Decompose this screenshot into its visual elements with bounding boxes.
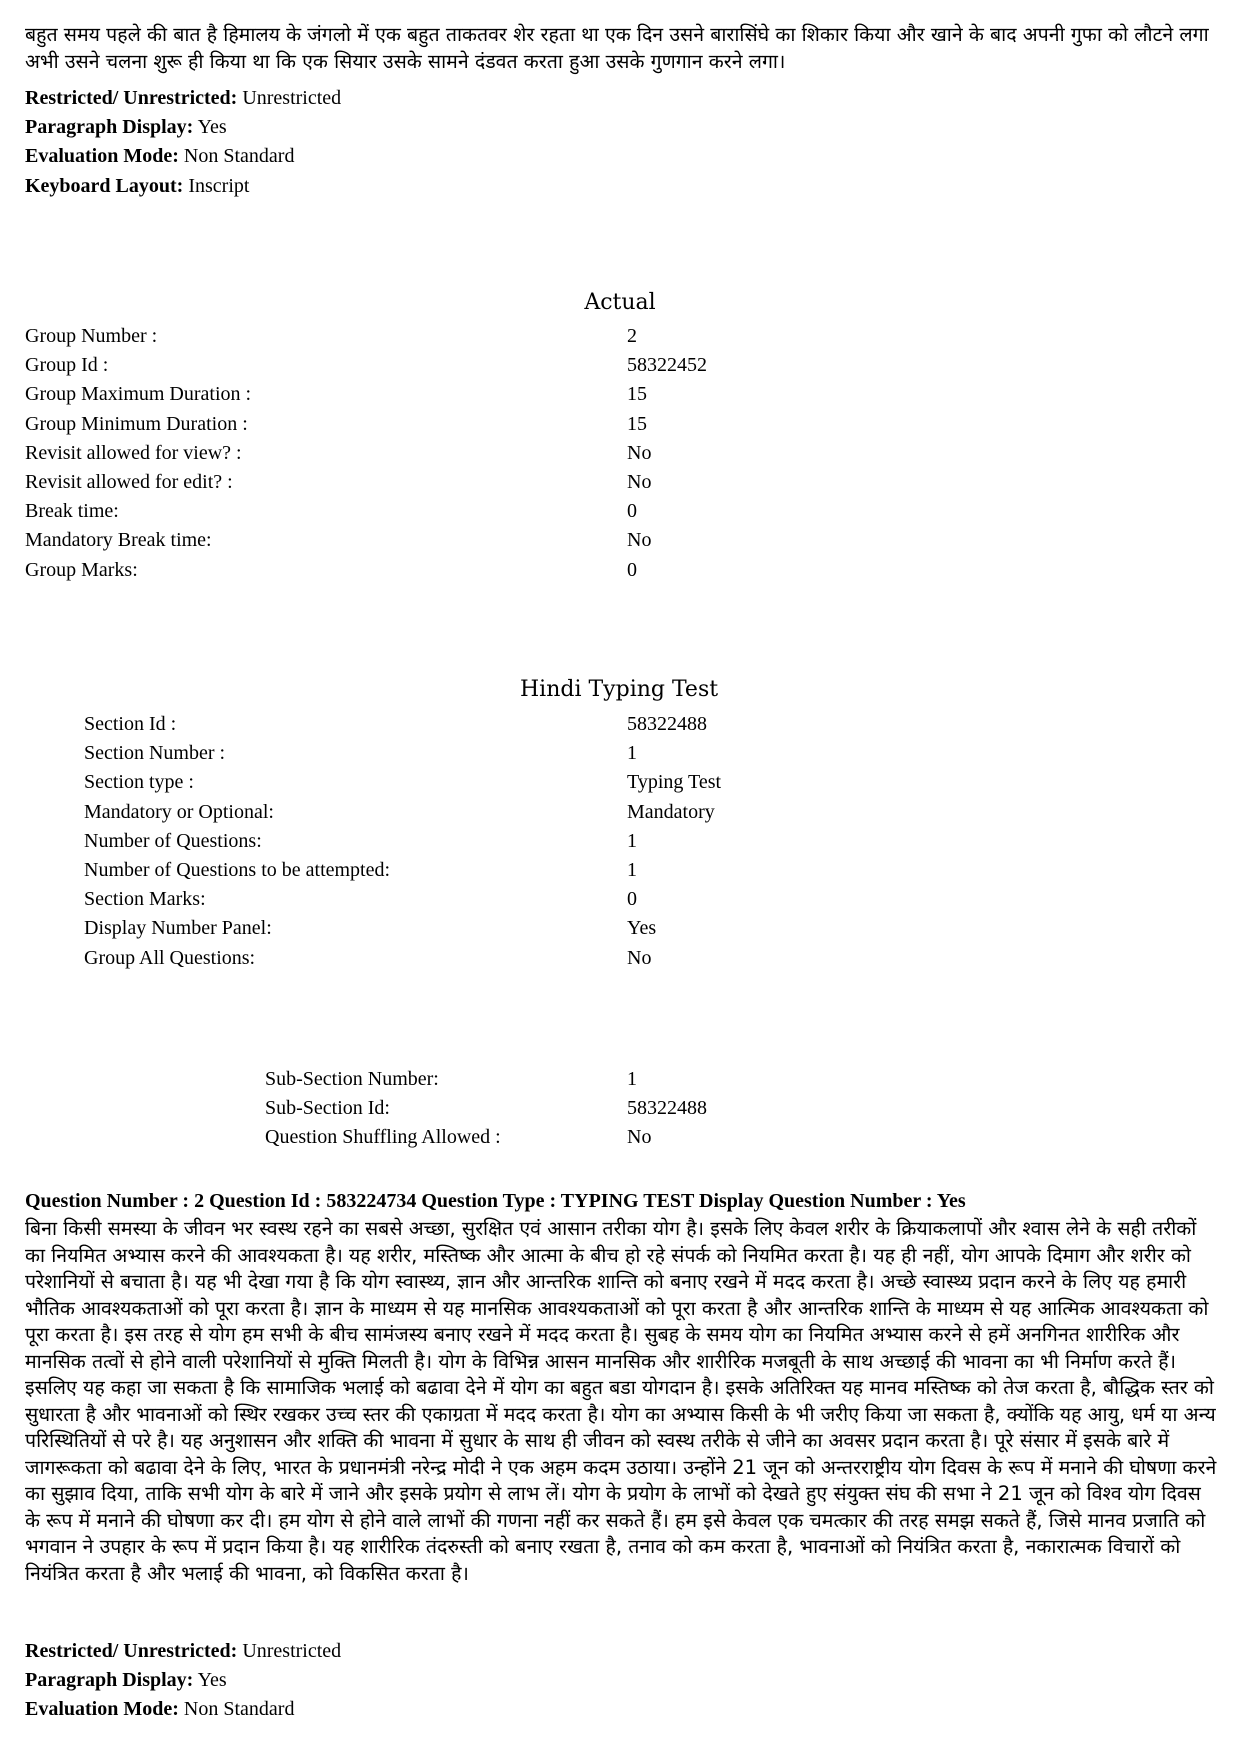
detail-row: Group All Questions: No	[84, 946, 652, 969]
detail-row: Group Minimum Duration : 15	[25, 412, 647, 435]
question-header: Question Number : 2 Question Id : 583224734 Question Type : TYPING TEST Display Question Number : Yes	[25, 1190, 966, 1212]
detail-row: Number of Questions to be attempted: 1	[84, 859, 637, 882]
detail-row: Sub-Section Id: 58322488	[265, 1097, 707, 1120]
meta-top	[25, 84, 341, 201]
meta-row: Evaluation Mode: Non Standard	[25, 145, 295, 168]
detail-row: Section Marks: 0	[84, 888, 637, 911]
detail-row: Sub-Section Number: 1	[265, 1068, 637, 1090]
detail-row: Question Shuffling Allowed : No	[265, 1126, 652, 1149]
detail-row: Revisit allowed for edit? : No	[25, 471, 652, 494]
group-heading: Actual	[584, 290, 656, 315]
detail-row: Group Marks: 0	[25, 558, 637, 581]
meta-row: Restricted/ Unrestricted: Unrestricted	[25, 1640, 342, 1662]
detail-row: Group Number : 2	[25, 325, 637, 347]
detail-row: Mandatory or Optional: Mandatory	[84, 800, 715, 823]
detail-row: Group Maximum Duration : 15	[25, 383, 647, 406]
detail-row: Mandatory Break time: No	[25, 529, 652, 552]
detail-row: Display Number Panel: Yes	[84, 917, 657, 940]
detail-row: Number of Questions: 1	[84, 829, 637, 852]
meta-row: Keyboard Layout: Inscript	[25, 174, 250, 197]
detail-row: Section Number : 1	[84, 742, 637, 765]
question-passage: बिना किसी समस्या के जीवन भर स्वस्थ रहने का सबसे अच्छा, सुरक्षित एवं आसान तरीका योग है। इसके लिए केवल शरीर के क्रियाकलापों और श्वास लेने के सही तरीकों का नियमित अभ्यास करने की आवश्यकता है। यह शरीर, मस्तिष्क और आत्मा के बीच हो रहे संपर्क को नियमित करता है। यह ही नहीं, योग आपके दिमाग और शरीर को परेशानियों से बचाता है। यह भी देखा गया है कि योग स्वास्थ्य, ज्ञान और आन्तरिक शान्ति को बनाए रखने में मदद करता है। अच्छे स्वास्थ्य प्रदान करने के लिए यह हमारी भौतिक आवश्यकताओं को पूरा करता है। ज्ञान के माध्यम से यह मानसिक आवश्यकताओं को पूरा करता है और आन्तरिक शान्ति के माध्यम से यह आत्मिक आवश्यकता को पूरा करता है। इस तरह से योग हम सभी के बीच सामंजस्य बनाए रखने में मदद करता है। सुबह के समय योग का नियमित अभ्यास करने से हमें अनगिनत शारीरिक और मानसिक तत्वों से होने वाली परेशानियों से मुक्ति मिलती है। योग के विभिन्न आसन मानसिक और शारीरिक मजबूती के साथ अच्छाई की भावना का भी निर्माण करते हैं। इसलिए यह कहा जा सकता है कि सामाजिक भलाई को बढावा देने में योग का बहुत बडा योगदान है। इसके अतिरिक्त यह मानव मस्तिष्क को तेज करता है, बौद्धिक स्तर को सुधारता है और भावनाओं को स्थिर रखकर उच्च स्तर की एकाग्रता में मदद करता है। योग का अभ्यास किसी के भी जरीए किया जा सकता है, क्योंकि यह आयु, धर्म या अन्य परिस्थितियों से परे है। यह अनुशासन और शक्ति की भावना में सुधार के साथ ही जीवन को स्वस्थ तरीके से जीने का अवसर प्रदान करता है। पूरे संसार में इसके बारे में जागरूकता को बढावा देने के लिए, भारत के प्रधानमंत्री नरेन्द्र मोदी ने एक अहम कदम उठाया। उन्होंने 21 जून को अन्तरराष्ट्रीय योग दिवस के रूप में मनाने की घोषणा करने का सुझाव दिया, ताकि सभी योग के बारे में जाने और इसके प्रयोग से लाभ लें। योग के प्रयोग के लाभों को देखते हुए संयुक्त संघ की सभा ने 21 जून को विश्व योग दिवस के रूप में मनाने की घोषणा कर दी। हम योग से होने वाले लाभों की गणना नहीं कर सकते हैं। हम इसे केवल एक चमत्कार की तरह समझ सकते हैं, जिसे मानव प्रजाति को भगवान ने उपहार के रूप में प्रदान किया है। यह शारीरिक तंदरुस्ती को बनाए रखता है, तनाव को कम करता है, भावनाओं को नियंत्रित करता है, नकारात्मक विचारों को नियंत्रित करता है और भलाई की भावना, को विकसित करता है।	[25, 1217, 1217, 1585]
meta-row: Paragraph Display: Yes	[25, 1669, 227, 1692]
group-details	[25, 322, 707, 585]
meta-bottom	[25, 1637, 341, 1725]
detail-row: Section Id : 58322488	[84, 713, 707, 735]
section-details	[84, 710, 721, 973]
section-heading: Hindi Typing Test	[520, 677, 719, 702]
meta-row: Paragraph Display: Yes	[25, 116, 227, 139]
detail-row: Group Id : 58322452	[25, 354, 707, 377]
meta-row: Evaluation Mode: Non Standard	[25, 1698, 295, 1721]
meta-row: Restricted/ Unrestricted: Unrestricted	[25, 87, 342, 109]
detail-row: Section type : Typing Test	[84, 771, 722, 794]
detail-row: Break time: 0	[25, 500, 637, 523]
top-passage: बहुत समय पहले की बात है हिमालय के जंगलो में एक बहुत ताकतवर शेर रहता था एक दिन उसने बारासिंघे का शिकार किया और खाने के बाद अपनी गुफा को लौटने लगा अभी उसने चलना शुरू ही किया था कि एक सियार उसके सामने दंडवत करता हुआ उसके गुणगान करने लगा।	[25, 23, 1209, 73]
subsection-details	[265, 1065, 707, 1153]
detail-row: Revisit allowed for view? : No	[25, 441, 652, 464]
